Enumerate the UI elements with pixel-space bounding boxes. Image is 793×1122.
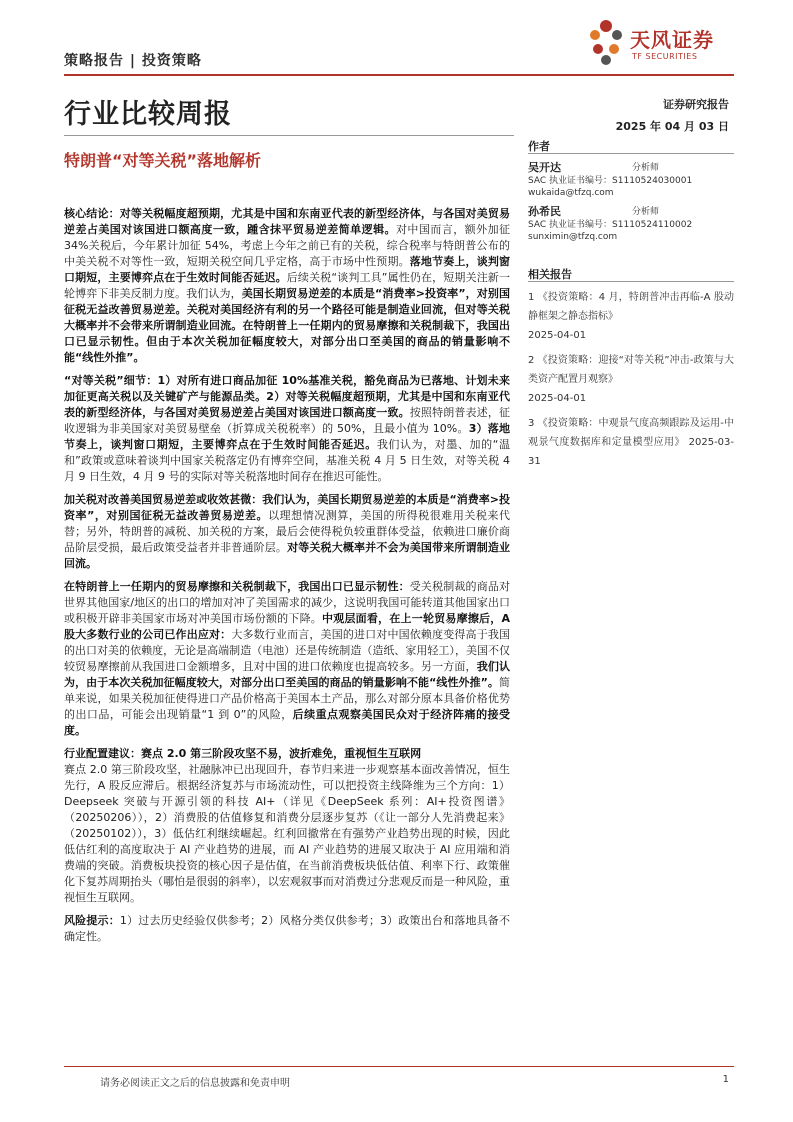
risk-heading: 风险提示： — [64, 914, 120, 927]
report-date: 2025 年 04 月 03 日 — [615, 120, 729, 133]
paragraph-allocation — [64, 746, 510, 906]
text-span: 赛点 2.0 第三阶段攻坚，社融脉冲已出现回升，春节归来进一步观察基本面改善情况，恒生先行，A 股反应滞后。根据经济复苏与市场流动性，可以把投资主线降维为三个方向：1）Deepseek 突破与开源引领的科技 AI+（详见《DeepSeek 系列：AI+投资图谱》（20250206）），2）消费股的估值修复和消费分层逐步复苏（《让一部分人先消费起来》（20250102）），3）低估红利继续崛起。红利回撤常在有强势产业趋势出现的时候，因此低估红利的高度取决于 AI 产业趋势的进展，而 AI 产业趋势的进展又取决于 AI 应用端和消费端的突破。消费板块投资的核心因子是估值，在当前消费板块低估值、利率下行、政策催化下复苏周期抬头（哪怕是很弱的斜率），以宏观叙事而对消费过分悲观反而是一种风险，重视恒生互联网。 — [64, 763, 510, 904]
author-email[interactable]: sunximin@tfzq.com — [528, 232, 618, 242]
title-divider — [64, 135, 514, 136]
bold-span: 后续重点观察美国民众对于经济阵痛的接受度。 — [64, 708, 510, 737]
company-logo-subtext: TF SECURITIES — [632, 52, 698, 61]
author-card — [528, 162, 734, 199]
authors-heading: 作者 — [528, 140, 550, 153]
report-subtitle: 特朗普“对等关税”落地解析 — [64, 151, 262, 170]
core-conclusion-heading: 核心结论：对等关税幅度超预期，尤其是中国和东南亚代表的新型经济体，与各国对美贸易逆差占美国对该国进口额高度一致，踵含抹平贸易逆差简单逻辑。 — [64, 207, 510, 236]
paragraph-trade-deficit — [64, 492, 510, 572]
footer-disclaimer: 请务必阅读正文之后的信息披露和免责申明 — [100, 1078, 290, 1089]
author-role: 分析师 — [632, 207, 660, 217]
text-span: 后续关税“谈判工具”属性仍在，短期关注新一轮博弈下非美反制力度。我们认为， — [64, 271, 510, 300]
paragraph-tariff-details — [64, 373, 510, 485]
text-span: 简单来说，如果关税加征使得进口产品价格高于美国本土产品，那么对部分原本具备价格优势的出口品，可能会出现销量“1 到 0”的风险， — [64, 676, 510, 721]
related-report-item[interactable] — [528, 351, 734, 408]
author-sac: SAC 执业证书编号：S1110524030001 — [528, 176, 693, 186]
text-span: 1）过去历史经验仅供参考；2）风格分类仅供参考；3）政策出台和落地具备不确定性。 — [64, 914, 510, 943]
author-name: 吴开达 — [528, 161, 561, 174]
bold-span: 中观层面看，在上一轮贸易摩擦后，A 股大多数行业的公司已作出应对： — [64, 612, 511, 641]
related-reports-heading: 相关报告 — [528, 268, 572, 281]
text-span: 按照特朗普表述，征收逻辑为非美国家对美贸易壁垒（折算成关税税率）的 50%，且最小值为 10%。 — [64, 406, 511, 435]
tariff-details-heading: “对等关税”细节：1）对所有进口商品加征 10%基准关税，豁免商品为已落地、计划未来加征更高关税以及关键矿产与能源品类。2）对等关税幅度超预期，尤其是中国和东南亚代表的新型经济体，与各国对美贸易逆差占美国对该国进口额高度一致。 — [64, 374, 510, 419]
author-email[interactable]: wukaida@tfzq.com — [528, 188, 614, 198]
trade-deficit-heading: 加关税对改善美国贸易逆差或收效甚微：我们认为，美国长期贸易逆差的本质是“消费率>投资率”，对别国征税无益改善贸易逆差。 — [64, 493, 510, 522]
bold-span: 对等关税大概率并不会为美国带来所谓制造业回流。 — [64, 541, 510, 570]
bold-span: 落地节奏上，谈判窗口期短，主要博弈点在于生效时间能否延迟。 — [64, 255, 511, 284]
company-logo-text: 天风证券 — [630, 28, 714, 52]
company-logo-icon — [586, 18, 626, 66]
allocation-heading: 行业配置建议：赛点 2.0 第三阶段攻坚不易，波折难免，重视恒生互联网 — [64, 747, 422, 760]
related-report-date: 2025-03-31 — [528, 437, 735, 467]
report-title: 行业比较周报 — [64, 99, 232, 130]
footer-divider — [64, 1066, 734, 1067]
related-report-date: 2025-04-01 — [528, 330, 587, 341]
breadcrumb: 策略报告 | 投资策略 — [64, 53, 202, 69]
main-body — [64, 206, 510, 952]
report-type: 证券研究报告 — [663, 98, 729, 111]
export-resilience-heading: 在特朗普上一任期内的贸易摩擦和关税制裁下，我国出口已显示韧性： — [64, 580, 410, 593]
author-role: 分析师 — [632, 163, 660, 173]
text-span: 我们认为，对墨、加的“温和”政策或意味着谈判中国家关税落定仍有博弈空间，基准关税 4 月 5 日生效，对等关税 4 月 9 日生效，4 月 9 号的实际对等关税落地时间存在推迟可能性。 — [64, 438, 510, 483]
related-report-title: 2 《投资策略：迎接“对等关税”冲击-政策与大类资产配置月观察》 — [528, 355, 734, 385]
paragraph-export-resilience — [64, 579, 510, 739]
text-span: 对中国而言，额外加征 34%关税后，今年累计加征 54%，考虑上今年之前已有的关税，综合税率与特朗普公布的中美关税不对等性一致，短期关税空间几乎定格，高于市场中性预期。 — [64, 223, 511, 268]
related-divider — [528, 281, 734, 282]
paragraph-core-conclusion — [64, 206, 510, 366]
author-sac: SAC 执业证书编号：S1110524110002 — [528, 220, 693, 230]
author-card — [528, 206, 734, 243]
text-span: 大多数行业而言，美国的进口对中国依赖度变得高于我国的出口对美的依赖度，无论是高端制造（电池）还是传统制造（造纸、家用轻工），美国不仅较贸易摩擦前从我国进口金额增多，且对中国的进口依赖度也提高较多。另一方面， — [64, 628, 511, 673]
text-span: 以理想情况测算，美国的所得税很难用关税来代替；另外，特朗普的减税、加关税的方案，最后会使得税负较重群体受益，依赖进口廉价商品阶层受损，最后政策受益者并非普通阶层。 — [64, 509, 511, 554]
authors-divider — [528, 153, 734, 154]
bold-span: 美国长期贸易逆差的本质是“消费率>投资率”，对别国征税无益改善贸易逆差。关税对美国经济有利的另一个路径可能是制造业回流，但对等关税大概率并不会带来所谓制造业回流。在特朗普上一任期内的贸易摩擦和关税制裁下，我国出口已显示韧性。但由于本次关税加征幅度较大，对部分出口至美国的商品的销量影响不能“线性外推”。 — [64, 287, 510, 364]
related-report-item[interactable] — [528, 288, 734, 345]
related-report-title: 1 《投资策略：4 月，特朗普冲击再临-A 股动静框架之静态指标》 — [528, 292, 734, 322]
text-span: 受关税制裁的商品对世界其他国家/地区的出口的增加对冲了美国需求的减少，这说明我国可能转道其他国家出口或积极开辟非美国家市场对冲美国市场份额的下降。 — [64, 580, 511, 625]
paragraph-risk — [64, 913, 510, 945]
related-report-item[interactable] — [528, 414, 734, 471]
bold-span: 3）落地节奏上，谈判窗口期短，主要博弈点在于生效时间能否延迟。 — [64, 422, 511, 451]
page-number: 1 — [722, 1074, 729, 1085]
related-report-title: 3 《投资策略：中观景气度高频跟踪及运用-中观景气度数据库和定量模型应用》 — [528, 418, 734, 448]
header-divider — [64, 74, 734, 76]
related-reports-list — [528, 288, 734, 471]
related-report-date: 2025-04-01 — [528, 393, 587, 404]
bold-span: 我们认为，由于本次关税加征幅度较大，对部分出口至美国的商品的销量影响不能“线性外推”。 — [64, 660, 511, 689]
author-name: 孙希民 — [528, 205, 561, 218]
